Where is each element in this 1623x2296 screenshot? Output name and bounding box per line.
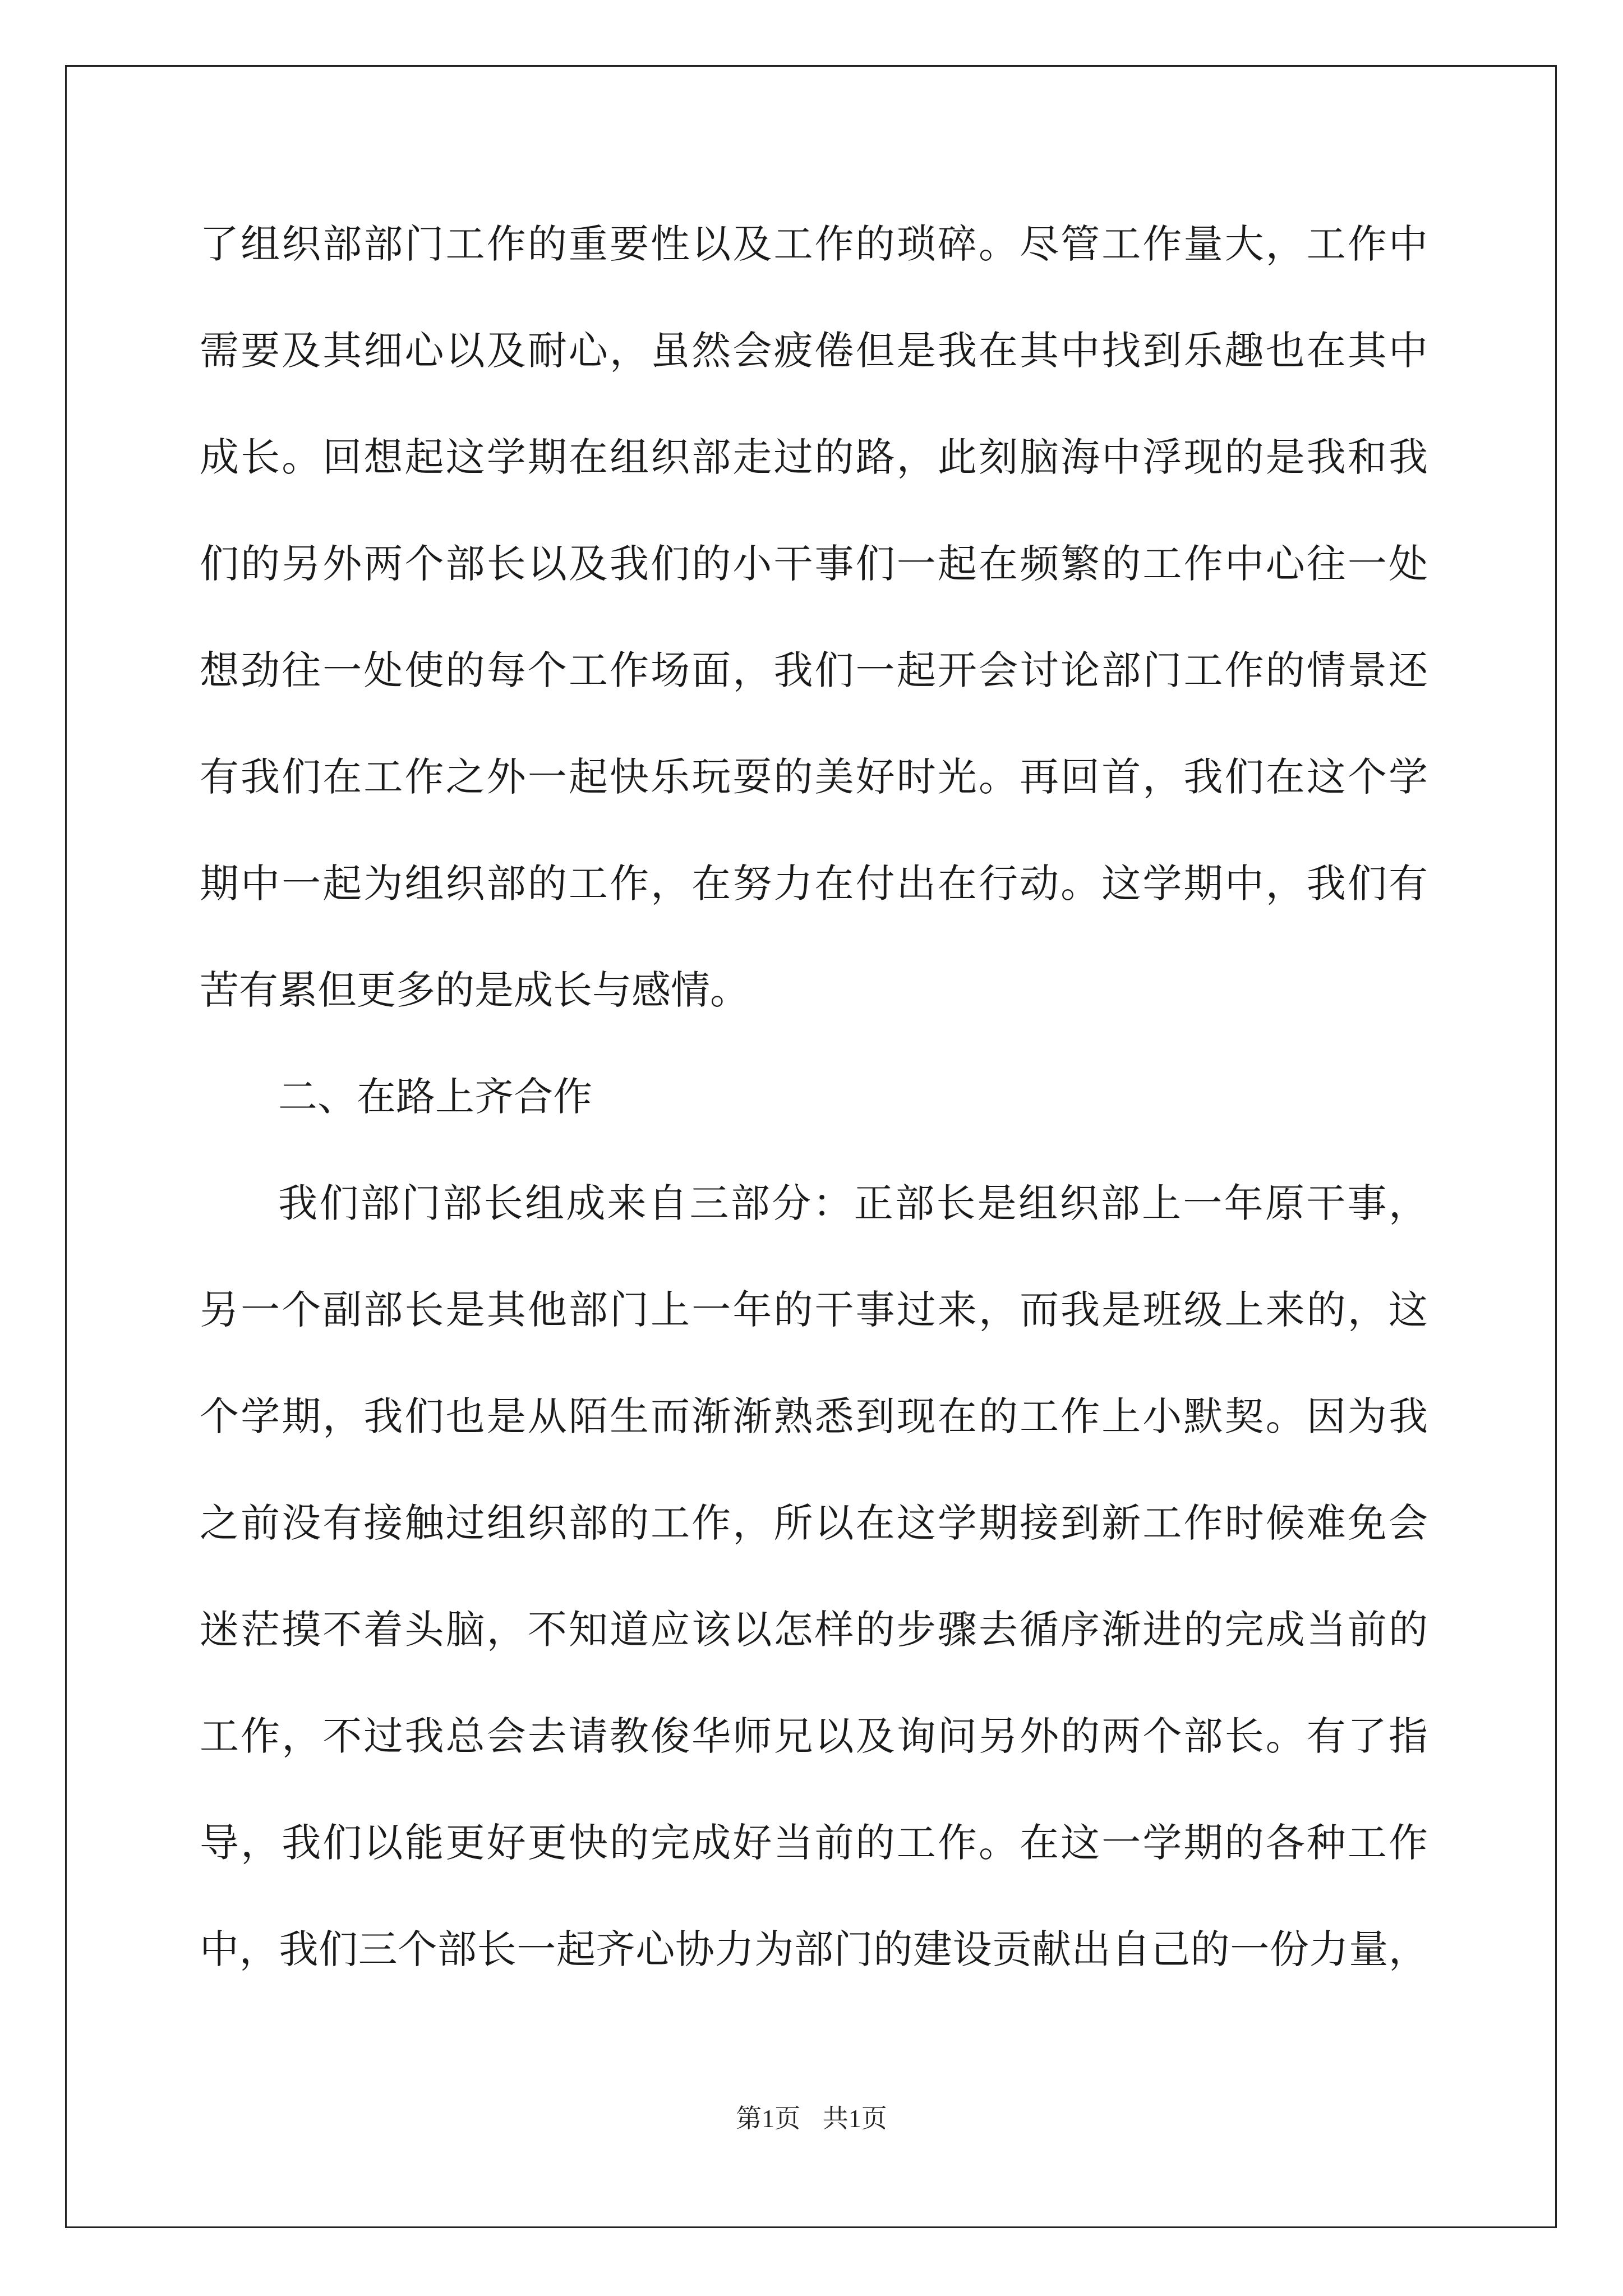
- paragraph-line: 们的另外两个部长以及我们的小干事们一起在频繁的工作中心往一处: [200, 541, 1428, 587]
- page-footer: [0, 2098, 1623, 2135]
- paragraph-line: 需要及其细心以及耐心，虽然会疲倦但是我在其中找到乐趣也在其中: [200, 328, 1428, 374]
- paragraph-line: 想劲往一处使的每个工作场面，我们一起开会讨论部门工作的情景还: [200, 647, 1428, 693]
- page-total: 共1页: [822, 2104, 887, 2133]
- paragraph-line: 期中一起为组织部的工作，在努力在付出在行动。这学期中，我们有: [200, 861, 1428, 907]
- paragraph-line: 苦有累但更多的是成长与感情。: [200, 967, 749, 1013]
- page-number: 第1页: [736, 2104, 801, 2133]
- paragraph-line: 了组织部部门工作的重要性以及工作的琐碎。尽管工作量大，工作中: [200, 221, 1428, 267]
- paragraph-line: 之前没有接触过组织部的工作，所以在这学期接到新工作时候难免会: [200, 1500, 1428, 1546]
- paragraph-line: 另一个副部长是其他部门上一年的干事过来，而我是班级上来的，这: [200, 1287, 1428, 1333]
- paragraph-line: 成长。回想起这学期在组织部走过的路，此刻脑海中浮现的是我和我: [200, 434, 1428, 480]
- paragraph-line: 中，我们三个部长一起齐心协力为部门的建设贡献出自己的一份力量，: [200, 1926, 1428, 1972]
- paragraph-line: 导，我们以能更好更快的完成好当前的工作。在这一学期的各种工作: [200, 1820, 1428, 1866]
- paragraph-line: 我们部门部长组成来自三部分：正部长是组织部上一年原干事，: [278, 1180, 1428, 1226]
- paragraph-line: 有我们在工作之外一起快乐玩耍的美好时光。再回首，我们在这个学: [200, 754, 1428, 800]
- paragraph-line: 工作，不过我总会去请教俊华师兄以及询问另外的两个部长。有了指: [200, 1713, 1428, 1759]
- section-heading: 二、在路上齐合作: [278, 1074, 592, 1120]
- paragraph-line: 迷茫摸不着头脑，不知道应该以怎样的步骤去循序渐进的完成当前的: [200, 1607, 1428, 1653]
- document-body: [200, 213, 1428, 2025]
- paragraph-line: 个学期，我们也是从陌生而渐渐熟悉到现在的工作上小默契。因为我: [200, 1393, 1428, 1439]
